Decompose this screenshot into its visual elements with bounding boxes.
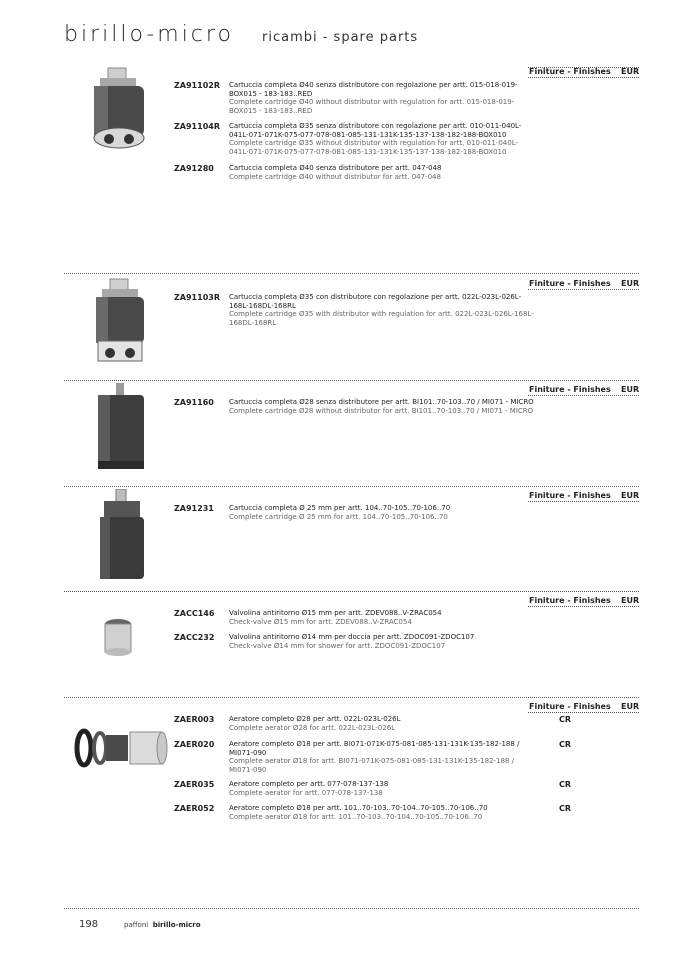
product-code: ZA91103R <box>174 293 220 302</box>
description-en: Complete cartridge Ø40 without distributor for artt. 047-048 <box>229 172 441 181</box>
description-it: Valvolina antiritorno Ø15 mm per artt. ZDEV088..V-ZRAC054 <box>229 609 442 617</box>
product-description <box>229 780 534 797</box>
description-en: Complete aerator Ø28 for artt. 022L-023L-026L <box>229 723 396 732</box>
finish-code: CR <box>559 715 572 724</box>
price-header: EUR <box>621 596 640 605</box>
description-en: Complete aerator Ø18 for artt. 101..70-103..70-104..70-105..70-106..70 <box>229 812 483 821</box>
page-title: birillo-micro <box>64 22 234 47</box>
description-en: Complete aerator for artt. 077-078-137-138 <box>229 788 383 797</box>
price-header: EUR <box>621 702 640 711</box>
brand-name: paffoni <box>124 921 149 929</box>
finish-code: CR <box>559 740 572 749</box>
cartridge-image <box>88 277 152 371</box>
page-number: 198 <box>79 919 99 930</box>
price-header: EUR <box>621 279 640 288</box>
product-code: ZAER003 <box>174 715 215 724</box>
price-header: EUR <box>621 385 640 394</box>
description-en: Check-valve Ø14 mm for shower for artt. ZDOC091-ZDOC107 <box>229 641 446 650</box>
description-it: Aeratore completo Ø18 per artt. 101..70-103..70-104..70-105..70-106..70 <box>229 804 488 812</box>
footer-divider <box>64 908 639 909</box>
description-en: Complete cartridge Ø40 without distributor with regulation for artt. 015-018-019- BOX015 - 183-183..RED <box>229 98 515 115</box>
finish-code: CR <box>559 804 572 813</box>
description-en: Complete cartridge Ø28 without distributor for artt. BI101..70-103..70 / MI071 - MICRO <box>229 406 534 415</box>
section-divider <box>64 273 639 274</box>
column-header-rule <box>528 606 639 607</box>
description-it: Aeratore completo Ø18 per artt. BI071-071K-075-081-085-131-131K-135-182-188 / MI071-090 <box>229 740 520 757</box>
product-code: ZAER052 <box>174 804 215 813</box>
description-it: Valvolina antiritorno Ø14 mm per doccia per artt. ZDOC091-ZDOC107 <box>229 633 475 641</box>
description-it: Aeratore completo per artt. 077-078-137-138 <box>229 780 389 788</box>
product-description <box>229 609 534 626</box>
description-en: Complete aerator Ø18 for artt. BI071-071K-075-081-085-131-131K-135-182-188 / MI071-090 <box>229 757 514 774</box>
description-en: Complete cartridge Ø 25 mm for artt. 104..70-105..70-106..70 <box>229 512 448 521</box>
product-description <box>229 804 534 821</box>
product-description <box>229 293 534 327</box>
product-code: ZAER020 <box>174 740 215 749</box>
product-code: ZACC232 <box>174 633 215 642</box>
product-code: ZACC146 <box>174 609 215 618</box>
product-description <box>229 81 534 115</box>
product-code: ZA91104R <box>174 122 220 131</box>
description-it: Cartuccia completa Ø40 senza distributore per artt. 047-048 <box>229 164 442 172</box>
price-header: EUR <box>621 67 640 76</box>
finishes-header: Finiture - Finishes <box>529 596 611 605</box>
cartridge-image <box>86 66 152 152</box>
section-divider <box>64 380 639 381</box>
description-en: Complete cartridge Ø35 without distributor with regulation for artt. 010-011-040L-041L-071-071K-075-077-078-081-085-131-131K-135-137-138-182-188-BOX010 <box>229 139 519 156</box>
section-divider <box>64 591 639 592</box>
finish-code: CR <box>559 780 572 789</box>
column-header-rule <box>528 501 639 502</box>
finishes-header: Finiture - Finishes <box>529 385 611 394</box>
column-header-rule <box>528 712 639 713</box>
finishes-header: Finiture - Finishes <box>529 67 611 76</box>
product-code: ZA91280 <box>174 164 214 173</box>
section-divider <box>64 697 639 698</box>
product-description <box>229 164 534 181</box>
footer-brand <box>124 921 201 929</box>
aerator-image <box>74 726 170 770</box>
description-en: Complete cartridge Ø35 with distributor with regulation for artt. 022L-023L-026L-168L-168DL-168RL <box>229 310 534 327</box>
product-code: ZA91231 <box>174 504 214 513</box>
product-description <box>229 740 534 774</box>
price-header: EUR <box>621 491 640 500</box>
page-subtitle: ricambi - spare parts <box>262 30 419 45</box>
section-divider <box>64 486 639 487</box>
finishes-header: Finiture - Finishes <box>529 279 611 288</box>
product-description <box>229 398 534 415</box>
finishes-header: Finiture - Finishes <box>529 491 611 500</box>
column-header-rule <box>528 395 639 396</box>
product-description <box>229 633 534 650</box>
check-valve-image <box>102 618 134 658</box>
product-description <box>229 504 534 521</box>
product-description <box>229 122 534 156</box>
description-it: Cartuccia completa Ø28 senza distributore per artt. BI101..70-103..70 / MI071 - MICRO <box>229 398 534 406</box>
description-it: Cartuccia completa Ø35 senza distributore con regolazione per artt. 010-011-040L-041L-071-071K-075-077-078-081-085-131-131K-135-137-138-182-188-BOX010 <box>229 122 522 139</box>
product-code: ZA91102R <box>174 81 220 90</box>
cartridge-image <box>92 383 150 473</box>
description-it: Cartuccia completa Ø40 senza distributore con regolazione per artt. 015-018-019-BOX015 - 183-183..RED <box>229 81 518 98</box>
description-it: Cartuccia completa Ø35 con distributore con regolazione per artt. 022L-023L-026L-168L-168DL-168RL <box>229 293 522 310</box>
column-header-rule <box>528 77 639 78</box>
description-it: Cartuccia completa Ø 25 mm per artt. 104..70-105..70-106..70 <box>229 504 451 512</box>
product-description <box>229 715 534 732</box>
cartridge-image <box>94 489 150 583</box>
product-code: ZAER035 <box>174 780 215 789</box>
description-en: Check-valve Ø15 mm for artt. ZDEV088..V-ZRAC054 <box>229 617 412 626</box>
column-header-rule <box>528 289 639 290</box>
collection-name: birillo-micro <box>152 921 201 929</box>
product-code: ZA91160 <box>174 398 214 407</box>
description-it: Aeratore completo Ø28 per artt. 022L-023L-026L <box>229 715 401 723</box>
finishes-header: Finiture - Finishes <box>529 702 611 711</box>
